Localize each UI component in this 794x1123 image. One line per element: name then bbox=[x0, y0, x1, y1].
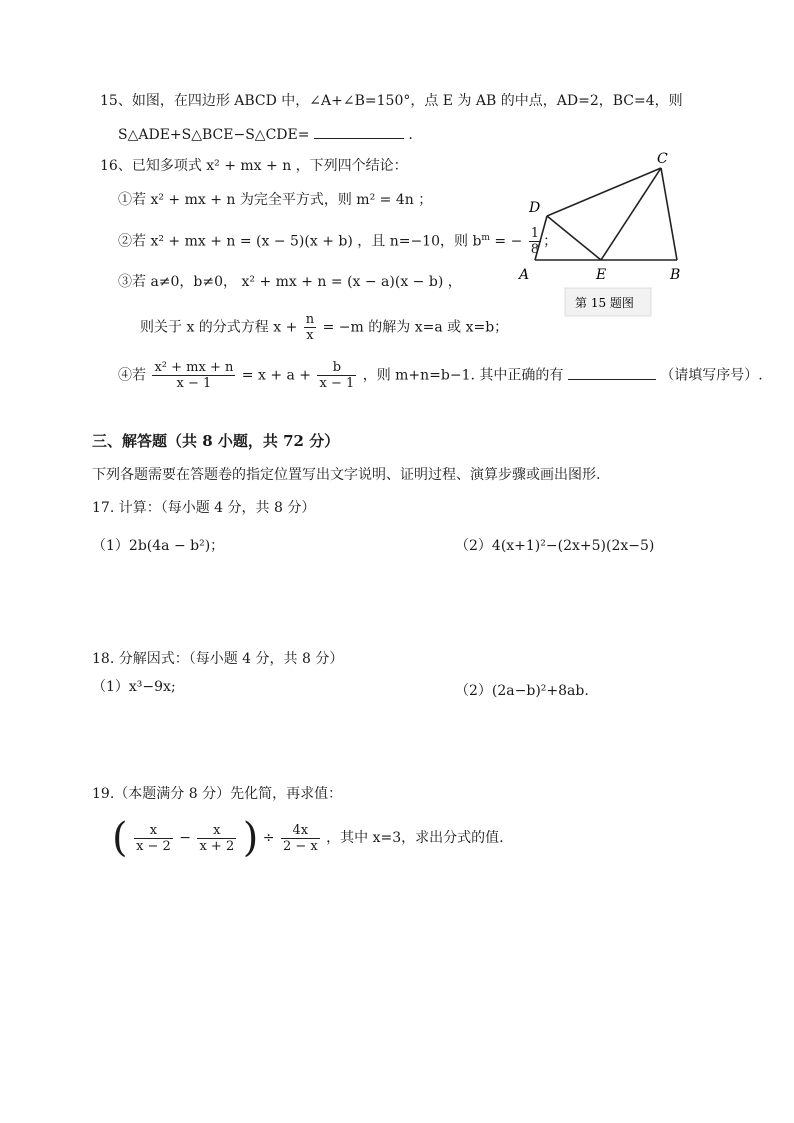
section3-title: 三、解答题（共 8 小题，共 72 分） bbox=[92, 432, 340, 450]
q16-c2-equals: = − bbox=[489, 233, 523, 250]
q19-expression bbox=[112, 815, 504, 861]
q16-conclusion-2 bbox=[118, 226, 557, 257]
q15-figure bbox=[505, 148, 695, 328]
label-B: B bbox=[670, 267, 681, 283]
q16-c2-fraction: $\frac{1}{8}$ bbox=[530, 226, 540, 257]
section3-instruction: 下列各题需要在答题卷的指定位置写出文字说明、证明过程、演算步骤或画出图形. bbox=[92, 467, 601, 483]
q16-conclusion-4 bbox=[118, 360, 763, 391]
q16-c3b-text: 则关于 x 的分式方程 x + bbox=[140, 319, 298, 336]
q18-part2: （2）(2a−b)²+8ab. bbox=[455, 683, 589, 699]
q16-c4-post: ，则 m+n=b−1. 其中正确的有 bbox=[362, 367, 564, 384]
label-A: A bbox=[519, 267, 530, 283]
q16-c4-end: （请填写序号）. bbox=[660, 367, 763, 384]
q15-area-expression: S△ADE+S△BCE−S△CDE= bbox=[118, 127, 310, 143]
q15-period: . bbox=[408, 127, 413, 143]
q19-divide: ÷ bbox=[262, 830, 275, 846]
q16-c3b-fraction: $\frac{n}{x}$ bbox=[305, 312, 315, 343]
segment-DE bbox=[547, 216, 601, 260]
q15-line1: 15、如图，在四边形 ABCD 中，∠A+∠B=150°，点 E 为 AB 的中点，AD=2，BC=4，则 bbox=[100, 93, 683, 109]
label-E: E bbox=[596, 267, 607, 283]
right-paren: ) bbox=[242, 815, 259, 861]
figure-caption: 第 15 题图 bbox=[575, 296, 634, 310]
q16-c4-fraction-1: $\frac{\text{x² + mx + n}}{x - 1}$ bbox=[154, 360, 234, 391]
q16-intro: 16、已知多项式 x² + mx + n ，下列四个结论： bbox=[100, 158, 408, 174]
label-C: C bbox=[657, 151, 668, 167]
segment-CE bbox=[601, 168, 661, 260]
q16-c4-pre: ④若 bbox=[118, 367, 146, 384]
q16-conclusion-1: ①若 x² + mx + n 为完全平方式，则 m² = 4n ； bbox=[118, 192, 433, 208]
q16-c4-fraction-2: $\frac{b}{x - 1}$ bbox=[319, 360, 355, 391]
q17-title: 17. 计算：（每小题 4 分，共 8 分） bbox=[92, 500, 316, 516]
q16-c2-superscript: m bbox=[481, 232, 490, 243]
q18-part1: （1）x³−9x; bbox=[92, 679, 176, 695]
q16-conclusion-3: ③若 a≠0，b≠0， x² + mx + n = (x − a)(x − b) ， bbox=[118, 274, 462, 290]
label-D: D bbox=[529, 200, 541, 216]
q16-answer-blank[interactable] bbox=[568, 365, 656, 380]
segment-AD bbox=[535, 216, 547, 260]
q16-c3b-post: = −m 的解为 x=a 或 x=b； bbox=[322, 319, 509, 336]
q16-c4-mid: = x + a + bbox=[241, 367, 312, 384]
q16-c2-text: ②若 x² + mx + n = (x − 5)(x + b) ，且 n=−10，则 b bbox=[118, 233, 482, 250]
q19-fraction-1: $\frac{x}{x - 2}$ bbox=[136, 822, 171, 854]
q19-post: ，其中 x=3，求出分式的值. bbox=[326, 830, 504, 846]
q17-part1: （1）2b(4a − b²)； bbox=[92, 538, 225, 554]
q19-fraction-3: $\frac{4x}{2 - x}$ bbox=[282, 822, 318, 854]
segment-DC bbox=[547, 168, 661, 216]
q19-title: 19.（本题满分 8 分）先化简，再求值： bbox=[92, 786, 343, 802]
left-paren: ( bbox=[112, 815, 128, 861]
q17-part2: （2）4(x+1)²−(2x+5)(2x−5) bbox=[455, 538, 655, 554]
segment-CB bbox=[661, 168, 677, 260]
q15-line2 bbox=[118, 124, 413, 144]
q15-answer-blank[interactable] bbox=[314, 124, 404, 139]
q19-minus: − bbox=[179, 830, 192, 846]
q16-conclusion-3b bbox=[140, 312, 508, 343]
q18-title: 18. 分解因式：（每小题 4 分，共 8 分） bbox=[92, 651, 344, 667]
q19-fraction-2: $\frac{x}{x + 2}$ bbox=[199, 822, 235, 854]
q16-c2-end: ； bbox=[543, 233, 558, 250]
